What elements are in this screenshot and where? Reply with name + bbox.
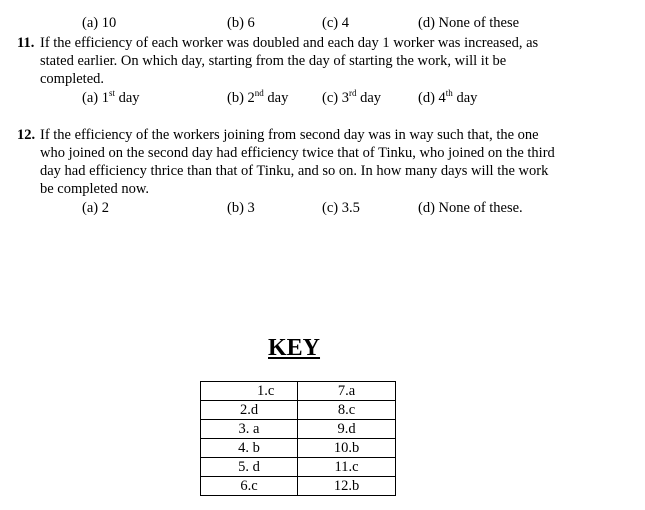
table-cell: 5. d — [201, 458, 298, 477]
table-cell: 12.b — [298, 477, 396, 496]
q10-option-d: (d) None of these — [418, 15, 520, 31]
q12-option-a: (a) 2 — [82, 200, 109, 216]
question-text-line: stated earlier. On which day, starting from the day of starting the work, will it be — [40, 53, 507, 69]
table-cell: 1.c — [201, 382, 298, 401]
answer-key-table — [200, 381, 396, 496]
table-cell: 3. a — [201, 420, 298, 439]
table-cell: 6.c — [201, 477, 298, 496]
question-text-line: completed. — [40, 71, 105, 87]
table-cell: 4. b — [201, 439, 298, 458]
q10-option-a: (a) 10 — [82, 15, 117, 31]
q11-option-d: (d) 4th day — [418, 88, 478, 106]
question-text-line: If the efficiency of each worker was doubled and each day 1 worker was increased, as — [40, 35, 539, 51]
question-text-line: If the efficiency of the workers joining from second day was in way such that, the one — [40, 127, 539, 143]
q12-option-b: (b) 3 — [227, 200, 255, 216]
q12-option-d: (d) None of these. — [418, 200, 523, 216]
table-cell: 9.d — [298, 420, 396, 439]
table-cell: 8.c — [298, 401, 396, 420]
table-cell: 2.d — [201, 401, 298, 420]
question-text-line: day had efficiency thrice than that of Tinku, and so on. In how many days will the work — [40, 163, 549, 179]
q12-option-c: (c) 3.5 — [322, 200, 360, 216]
question-text-line: be completed now. — [40, 181, 149, 197]
table-row — [201, 477, 396, 496]
table-row — [201, 382, 396, 401]
question-number: 12. — [17, 127, 36, 143]
q10-option-b: (b) 6 — [227, 15, 255, 31]
q11-option-a: (a) 1st day — [82, 88, 140, 106]
question-number: 11. — [17, 35, 35, 51]
question-text-line: who joined on the second day had efficiency twice that of Tinku, who joined on the third — [40, 145, 555, 161]
q11-option-c: (c) 3rd day — [322, 88, 382, 106]
table-cell: 11.c — [298, 458, 396, 477]
table-cell: 7.a — [298, 382, 396, 401]
table-row — [201, 420, 396, 439]
table-cell: 10.b — [298, 439, 396, 458]
q10-option-c: (c) 4 — [322, 15, 349, 31]
answer-key-title: KEY — [268, 335, 321, 361]
table-row — [201, 439, 396, 458]
table-row — [201, 401, 396, 420]
q11-option-b: (b) 2nd day — [227, 88, 289, 106]
table-row — [201, 458, 396, 477]
